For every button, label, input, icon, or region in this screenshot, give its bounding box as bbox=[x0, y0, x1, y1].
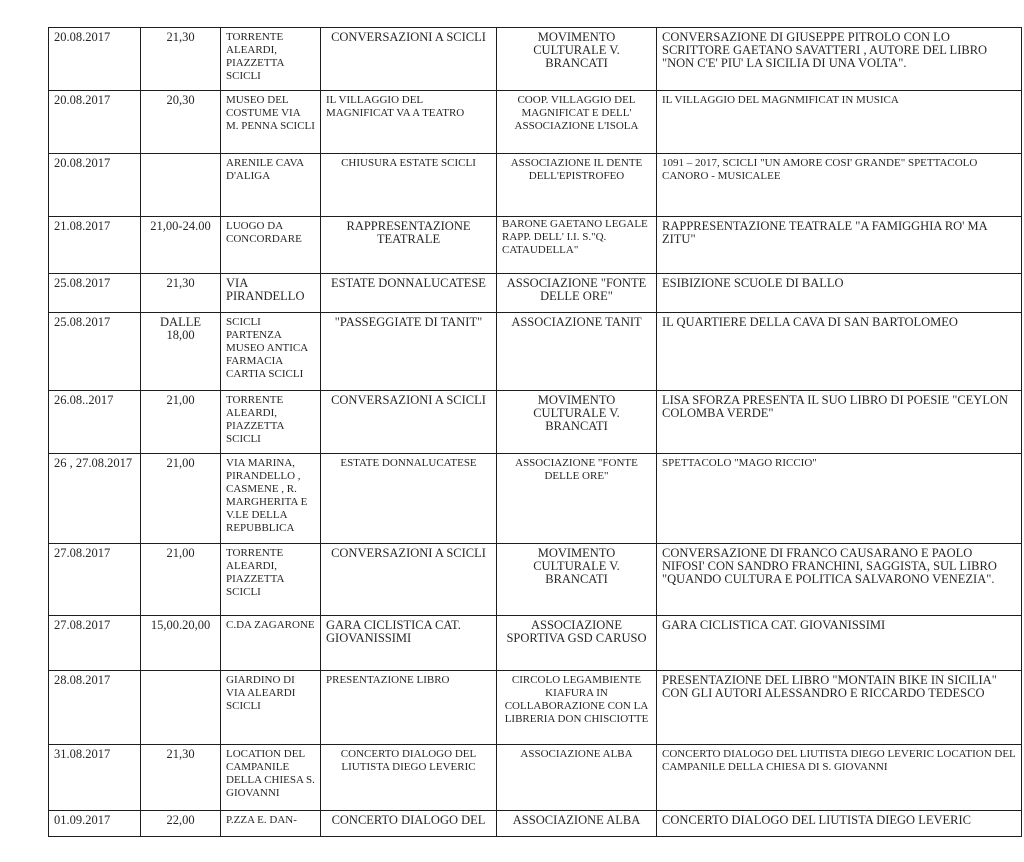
title-cell: CONCERTO DIALOGO DEL LIUTISTA DIEGO LEVERIC bbox=[321, 745, 497, 811]
organizer-cell: MOVIMENTO CULTURALE V. BRANCATI bbox=[497, 28, 657, 91]
description-cell: CONCERTO DIALOGO DEL LIUTISTA DIEGO LEVERIC LOCATION DEL CAMPANILE DELLA CHIESA DI S. GIOVANNI bbox=[657, 745, 1022, 811]
description-cell: GARA CICLISTICA CAT. GIOVANISSIMI bbox=[657, 616, 1022, 671]
table-row bbox=[49, 274, 1022, 313]
description-cell: IL VILLAGGIO DEL MAGNMIFICAT IN MUSICA bbox=[657, 91, 1022, 154]
time-cell: 21,30 bbox=[141, 274, 221, 313]
description-cell: LISA SFORZA PRESENTA IL SUO LIBRO DI POESIE "CEYLON COLOMBA VERDE" bbox=[657, 391, 1022, 454]
place-cell: TORRENTE ALEARDI, PIAZZETTA SCICLI bbox=[221, 28, 321, 91]
time-cell: 22,00 bbox=[141, 811, 221, 837]
time-cell: 21,00 bbox=[141, 454, 221, 544]
title-cell: CHIUSURA ESTATE SCICLI bbox=[321, 154, 497, 217]
description-cell: 1091 – 2017, SCICLI "UN AMORE COSI' GRANDE" SPETTACOLO CANORO - MUSICALEE bbox=[657, 154, 1022, 217]
title-cell: IL VILLAGGIO DEL MAGNIFICAT VA A TEATRO bbox=[321, 91, 497, 154]
organizer-cell: ASSOCIAZIONE IL DENTE DELL'EPISTROFEO bbox=[497, 154, 657, 217]
organizer-cell: BARONE GAETANO LEGALE RAPP. DELL' I.I. S."Q. CATAUDELLA" bbox=[497, 217, 657, 274]
title-cell: ESTATE DONNALUCATESE bbox=[321, 454, 497, 544]
title-cell: CONVERSAZIONI A SCICLI bbox=[321, 544, 497, 616]
table-row bbox=[49, 745, 1022, 811]
time-cell: 20,30 bbox=[141, 91, 221, 154]
date-cell: 28.08.2017 bbox=[49, 671, 141, 745]
time-cell: 15,00.20,00 bbox=[141, 616, 221, 671]
place-cell: P.ZZA E. DAN- bbox=[221, 811, 321, 837]
time-cell: DALLE 18,00 bbox=[141, 313, 221, 391]
place-cell: SCICLI PARTENZA MUSEO ANTICA FARMACIA CARTIA SCICLI bbox=[221, 313, 321, 391]
place-cell: VIA MARINA, PIRANDELLO , CASMENE , R. MARGHERITA E V.LE DELLA REPUBBLICA bbox=[221, 454, 321, 544]
description-cell: IL QUARTIERE DELLA CAVA DI SAN BARTOLOMEO bbox=[657, 313, 1022, 391]
time-cell: 21,30 bbox=[141, 745, 221, 811]
time-cell bbox=[141, 154, 221, 217]
organizer-cell: MOVIMENTO CULTURALE V. BRANCATI bbox=[497, 391, 657, 454]
title-cell: PRESENTAZIONE LIBRO bbox=[321, 671, 497, 745]
table-row bbox=[49, 391, 1022, 454]
place-cell: TORRENTE ALEARDI, PIAZZETTA SCICLI bbox=[221, 391, 321, 454]
date-cell: 25.08.2017 bbox=[49, 313, 141, 391]
place-cell: GIARDINO DI VIA ALEARDI SCICLI bbox=[221, 671, 321, 745]
table-row bbox=[49, 154, 1022, 217]
table-row bbox=[49, 28, 1022, 91]
place-cell: MUSEO DEL COSTUME VIA M. PENNA SCICLI bbox=[221, 91, 321, 154]
organizer-cell: ASSOCIAZIONE "FONTE DELLE ORE" bbox=[497, 274, 657, 313]
date-cell: 27.08.2017 bbox=[49, 616, 141, 671]
organizer-cell: ASSOCIAZIONE ALBA bbox=[497, 811, 657, 837]
place-cell: VIA PIRANDELLO bbox=[221, 274, 321, 313]
title-cell: CONCERTO DIALOGO DEL bbox=[321, 811, 497, 837]
date-cell: 20.08.2017 bbox=[49, 154, 141, 217]
title-cell: CONVERSAZIONI A SCICLI bbox=[321, 28, 497, 91]
date-cell: 01.09.2017 bbox=[49, 811, 141, 837]
title-cell: GARA CICLISTICA CAT. GIOVANISSIMI bbox=[321, 616, 497, 671]
organizer-cell: COOP. VILLAGGIO DEL MAGNIFICAT E DELL' ASSOCIAZIONE L'ISOLA bbox=[497, 91, 657, 154]
title-cell: CONVERSAZIONI A SCICLI bbox=[321, 391, 497, 454]
time-cell: 21,30 bbox=[141, 28, 221, 91]
place-cell: LOCATION DEL CAMPANILE DELLA CHIESA S. GIOVANNI bbox=[221, 745, 321, 811]
place-cell: ARENILE CAVA D'ALIGA bbox=[221, 154, 321, 217]
time-cell bbox=[141, 671, 221, 745]
date-cell: 21.08.2017 bbox=[49, 217, 141, 274]
description-cell: CONVERSAZIONE DI FRANCO CAUSARANO E PAOLO NIFOSI' CON SANDRO FRANCHINI, SAGGISTA, SUL LIBRO "QUANDO CULTURA E POLITICA SALVARONO VENEZIA". bbox=[657, 544, 1022, 616]
description-cell: PRESENTAZIONE DEL LIBRO "MONTAIN BIKE IN SICILIA" CON GLI AUTORI ALESSANDRO E RICCARDO TEDESCO bbox=[657, 671, 1022, 745]
organizer-cell: MOVIMENTO CULTURALE V. BRANCATI bbox=[497, 544, 657, 616]
organizer-cell: ASSOCIAZIONE ALBA bbox=[497, 745, 657, 811]
date-cell: 20.08.2017 bbox=[49, 91, 141, 154]
description-cell: ESIBIZIONE SCUOLE DI BALLO bbox=[657, 274, 1022, 313]
title-cell: ESTATE DONNALUCATESE bbox=[321, 274, 497, 313]
organizer-cell: ASSOCIAZIONE TANIT bbox=[497, 313, 657, 391]
description-cell: CONVERSAZIONE DI GIUSEPPE PITROLO CON LO SCRITTORE GAETANO SAVATTERI , AUTORE DEL LIBRO "NON C'E' PIU' LA SICILIA DI UNA VOLTA". bbox=[657, 28, 1022, 91]
organizer-cell: ASSOCIAZIONE SPORTIVA GSD CARUSO bbox=[497, 616, 657, 671]
table-row bbox=[49, 811, 1022, 837]
table-row bbox=[49, 616, 1022, 671]
description-cell: RAPPRESENTAZIONE TEATRALE "A FAMIGGHIA RO' MA ZITU" bbox=[657, 217, 1022, 274]
title-cell: RAPPRESENTAZIONE TEATRALE bbox=[321, 217, 497, 274]
organizer-cell: ASSOCIAZIONE "FONTE DELLE ORE" bbox=[497, 454, 657, 544]
date-cell: 26.08..2017 bbox=[49, 391, 141, 454]
organizer-cell: CIRCOLO LEGAMBIENTE KIAFURA IN COLLABORAZIONE CON LA LIBRERIA DON CHISCIOTTE bbox=[497, 671, 657, 745]
table-row bbox=[49, 91, 1022, 154]
date-cell: 31.08.2017 bbox=[49, 745, 141, 811]
description-cell: SPETTACOLO "MAGO RICCIO" bbox=[657, 454, 1022, 544]
table-row bbox=[49, 313, 1022, 391]
date-cell: 20.08.2017 bbox=[49, 28, 141, 91]
table-row bbox=[49, 671, 1022, 745]
table-row bbox=[49, 217, 1022, 274]
table-row bbox=[49, 454, 1022, 544]
table-row bbox=[49, 544, 1022, 616]
place-cell: TORRENTE ALEARDI, PIAZZETTA SCICLI bbox=[221, 544, 321, 616]
date-cell: 26 , 27.08.2017 bbox=[49, 454, 141, 544]
events-table bbox=[48, 27, 1022, 837]
description-cell: CONCERTO DIALOGO DEL LIUTISTA DIEGO LEVERIC bbox=[657, 811, 1022, 837]
time-cell: 21,00 bbox=[141, 391, 221, 454]
place-cell: C.DA ZAGARONE bbox=[221, 616, 321, 671]
place-cell: LUOGO DA CONCORDARE bbox=[221, 217, 321, 274]
date-cell: 25.08.2017 bbox=[49, 274, 141, 313]
time-cell: 21,00 bbox=[141, 544, 221, 616]
date-cell: 27.08.2017 bbox=[49, 544, 141, 616]
title-cell: "PASSEGGIATE DI TANIT" bbox=[321, 313, 497, 391]
time-cell: 21,00-24.00 bbox=[141, 217, 221, 274]
